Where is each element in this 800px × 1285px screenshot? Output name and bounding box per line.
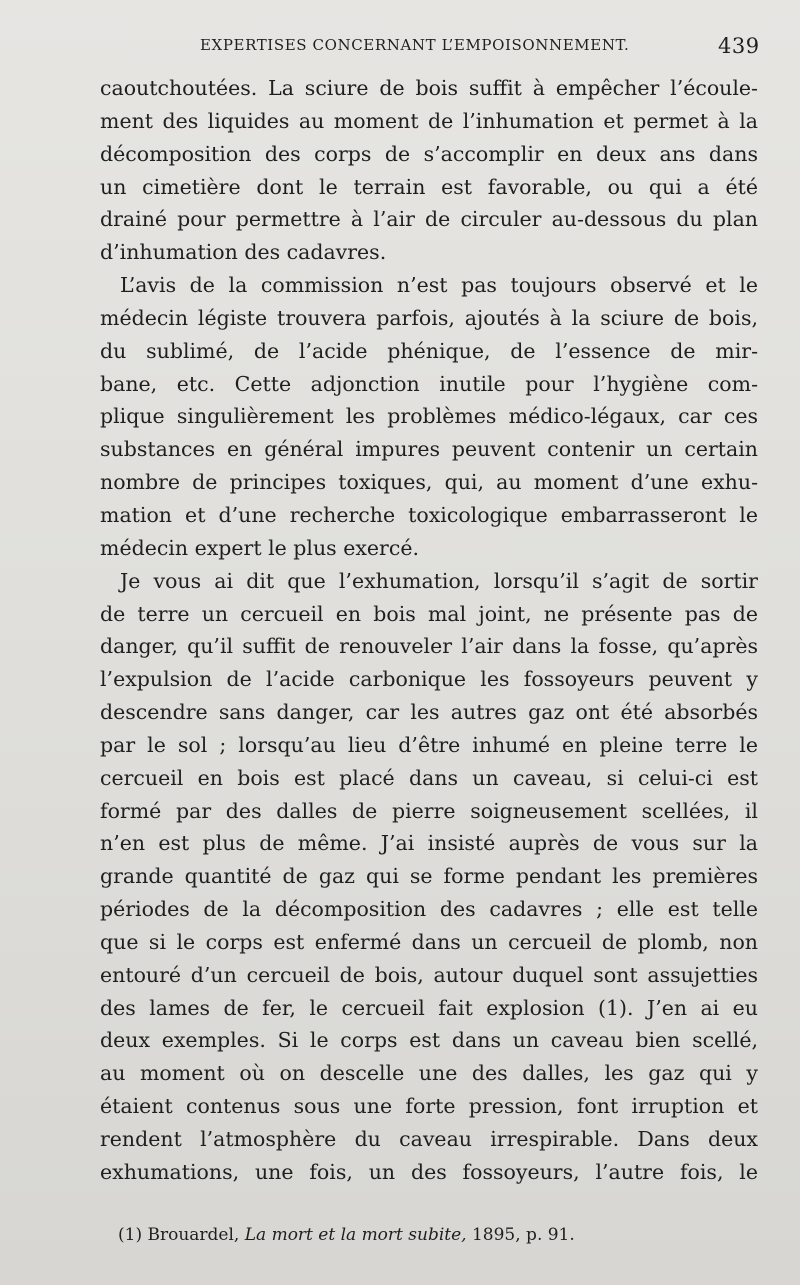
text-line: étaient contenus sous une forte pression, font irruption et [100,1094,758,1119]
text-line: n’en est plus de même. J’ai insisté auprès de vous sur la [100,831,758,856]
footnote-title: La mort et la mort subite, [244,1225,467,1245]
paragraph [100,565,758,1189]
text-line: médecin légiste trouvera parfois, ajoutés à la sciure de bois, [100,305,758,330]
text-line: drainé pour permettre à l’air de circuler au-dessous du plan [100,207,758,232]
text-line: que si le corps est enfermé dans un cercueil de plomb, non [100,929,758,954]
text-line: médecin expert le plus exercé. [100,535,419,560]
text-line: un cimetière dont le terrain est favorable, ou qui a été [100,174,758,199]
text-line: cercueil en bois est placé dans un caveau, si celui-ci est [100,765,758,790]
text-line: ment des liquides au moment de l’inhumation et permet à la [100,108,758,133]
text-line: des lames de fer, le cercueil fait explosion (1). J’en ai eu [100,995,758,1020]
footnote [118,1225,575,1245]
page-number: 439 [718,34,760,58]
text-line: bane, etc. Cette adjonction inutile pour l’hygiène com- [100,371,758,396]
text-line: par le sol ; lorsqu’au lieu d’être inhumé en pleine terre le [100,732,758,757]
text-line: décomposition des corps de s’accomplir en deux ans dans [100,141,758,166]
text-line: substances en général impures peuvent contenir un certain [100,437,758,462]
text-line: plique singulièrement les problèmes médico-légaux, car ces [100,404,758,429]
text-line: formé par des dalles de pierre soigneusement scellées, il [100,798,758,823]
text-line: au moment où on descelle une des dalles, les gaz qui y [100,1061,758,1086]
page-header [0,28,800,68]
text-line: de terre un cercueil en bois mal joint, ne présente pas de [100,601,758,626]
text-line: caoutchoutées. La sciure de bois suffit à empêcher l’écoule- [100,76,758,100]
text-line: L’avis de la commission n’est pas toujours observé et le [120,273,758,298]
body-text [100,72,758,1189]
text-line: exhumations, une fois, un des fossoyeurs, l’autre fois, le [100,1159,758,1184]
text-line: danger, qu’il suffit de renouveler l’air dans la fosse, qu’après [100,634,758,659]
text-line: deux exemples. Si le corps est dans un caveau bien scellé, [100,1028,758,1053]
text-line: rendent l’atmosphère du caveau irrespirable. Dans deux [100,1127,758,1151]
paragraph [100,72,758,269]
text-line: grande quantité de gaz qui se forme pendant les premières [100,864,758,889]
text-line: périodes de la décomposition des cadavres ; elle est telle [100,897,758,922]
footnote-details: 1895, p. 91. [471,1225,575,1245]
text-line: Je vous ai dit que l’exhumation, lorsqu’il s’agit de sortir [120,568,758,593]
text-line: l’expulsion de l’acide carbonique les fossoyeurs peuvent y [100,667,758,692]
text-line: d’inhumation des cadavres. [100,240,387,265]
text-line: mation et d’une recherche toxicologique embarrasseront le [100,502,758,527]
paragraph [100,269,758,565]
text-line: du sublimé, de l’acide phénique, de l’essence de mir- [100,338,758,363]
footnote-author: (1) Brouardel, [118,1225,240,1245]
running-title: EXPERTISES CONCERNANT L’EMPOISONNEMENT. [200,36,630,54]
text-line: nombre de principes toxiques, qui, au moment d’une exhu- [100,470,758,495]
text-line: entouré d’un cercueil de bois, autour duquel sont assujetties [100,962,758,987]
text-line: descendre sans danger, car les autres gaz ont été absorbés [100,700,758,725]
